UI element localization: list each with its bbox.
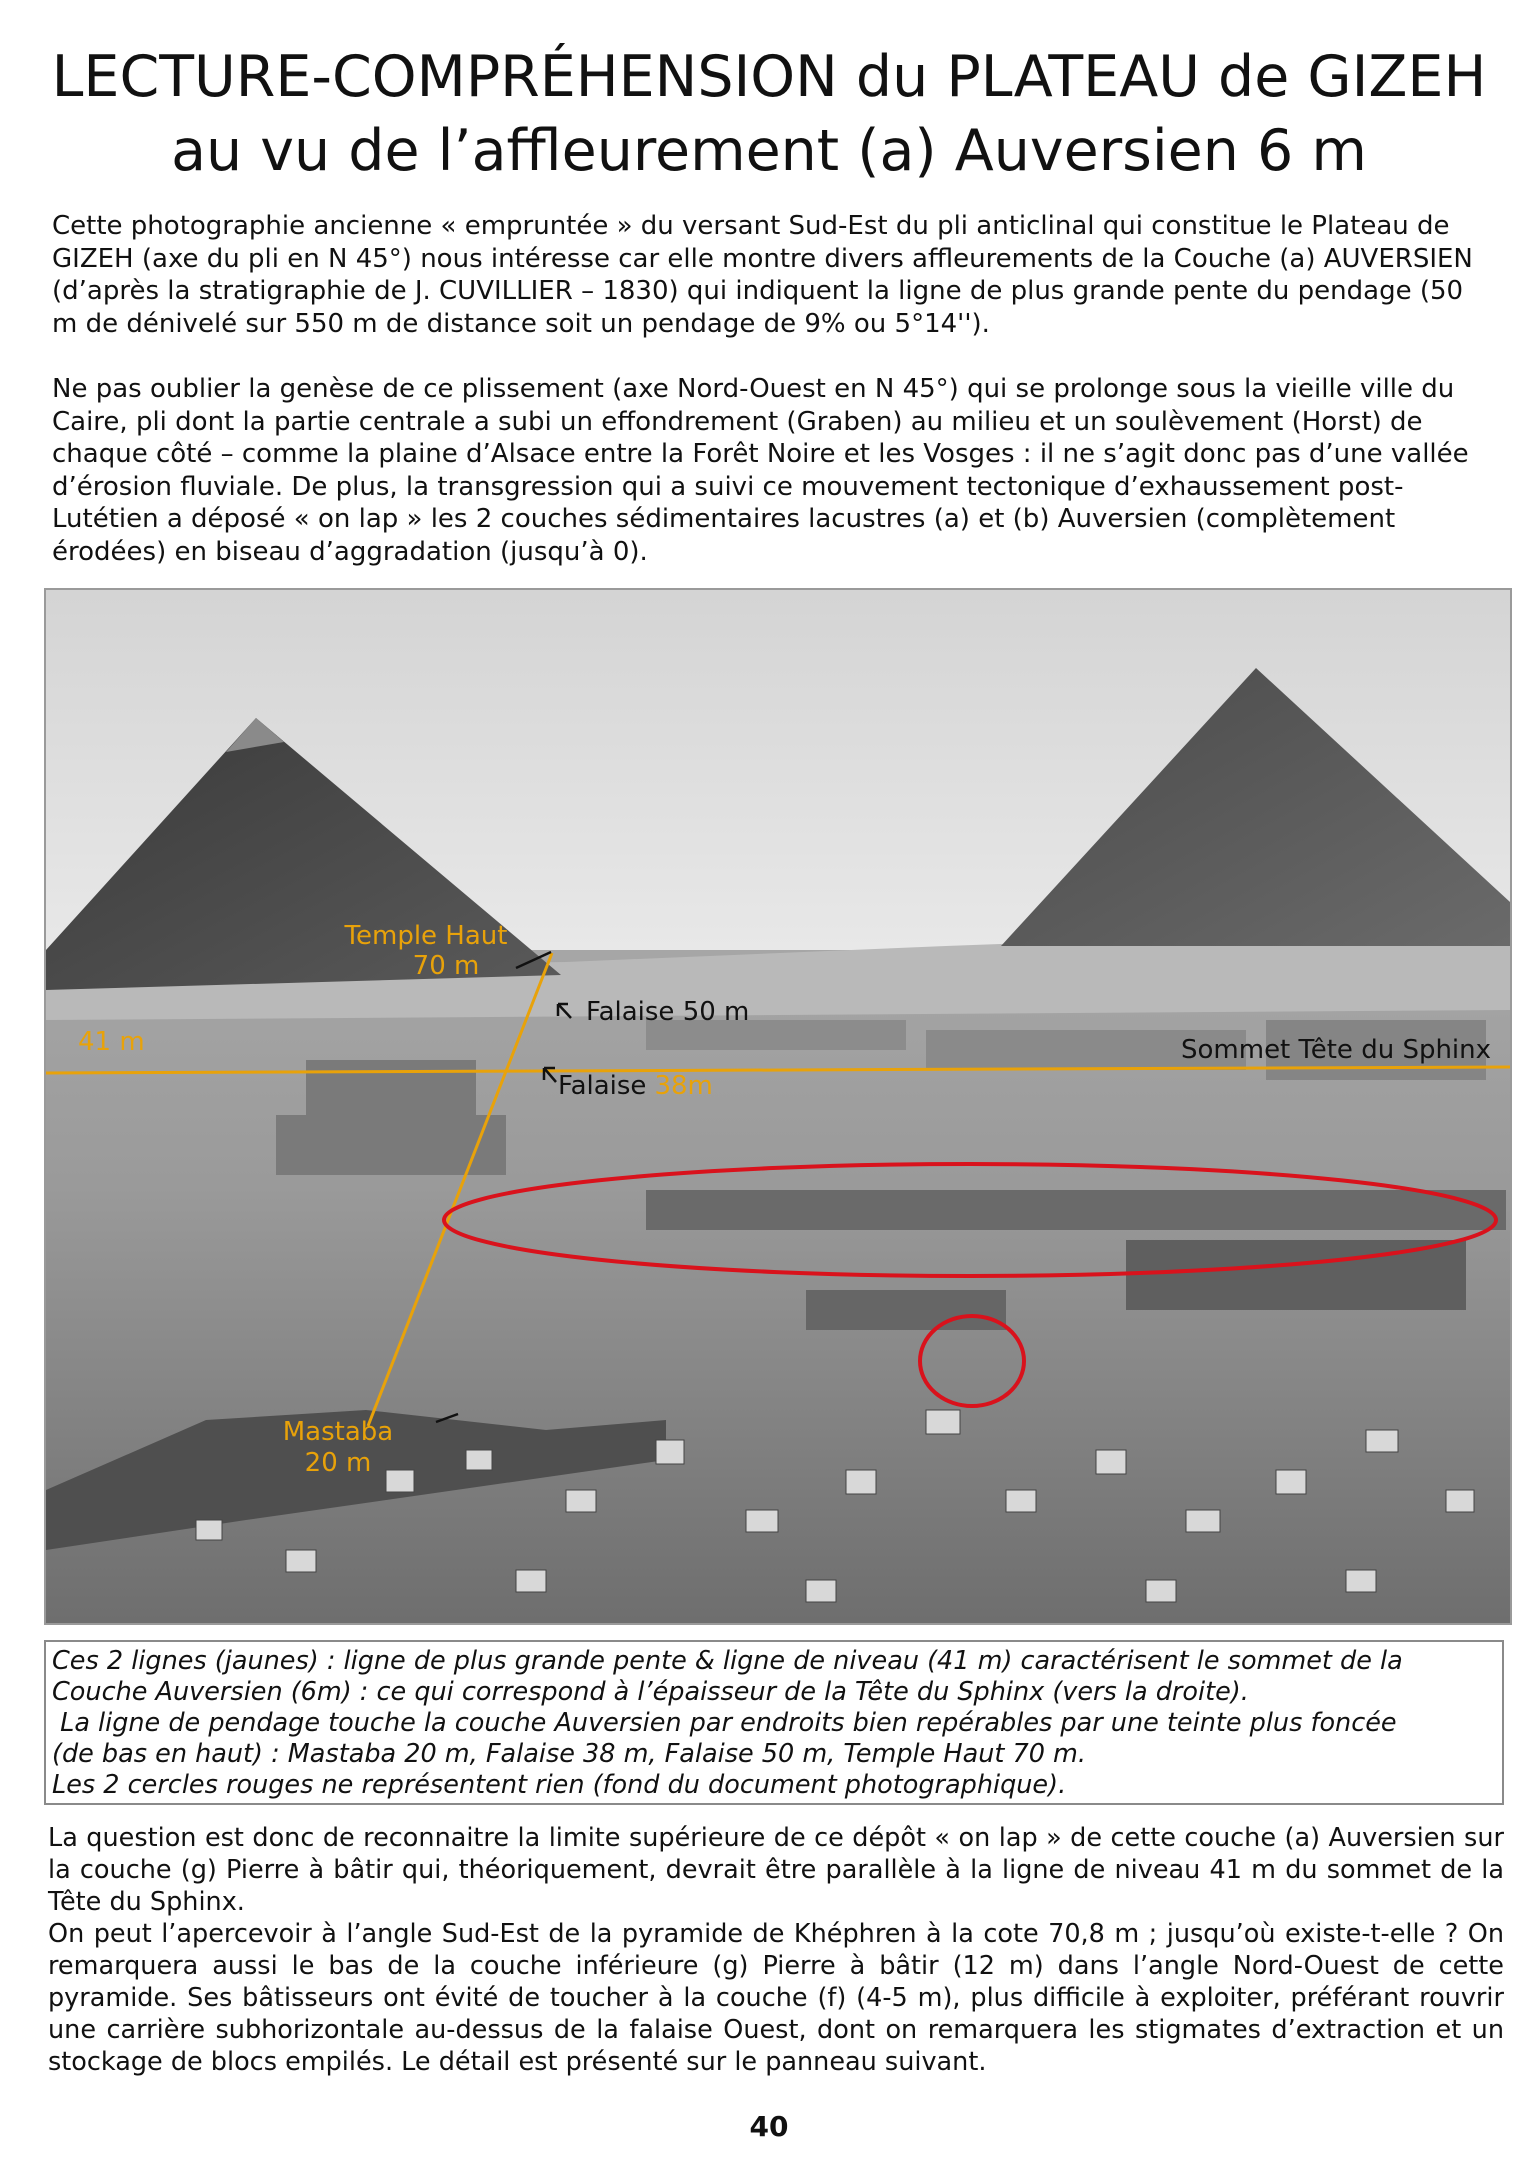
title-line-1: LECTURE-COMPRÉHENSION du PLATEAU de GIZEH [51,44,1487,110]
question-paragraph-1: La question est donc de reconnaitre la limite supérieure de ce dépôt « on lap » de cette couche (a) Auversien sur la couche (g) Pierre à bâtir qui, théoriquement, devrait être parallèle à la ligne de niveau 41 m du sommet de la Tête du Sphinx. [48,1823,1504,1917]
label-temple-haut: Temple Haut [344,921,508,951]
giza-photograph [44,588,1512,1625]
label-falaise-38-word: Falaise [558,1071,647,1101]
intro-paragraph-2: Ne pas oublier la genèse de ce plissement (axe Nord-Ouest en N 45°) qui se prolonge sous la vieille ville du Caire, pli dont la partie centrale a subi un effondrement (Graben) au milieu et un soulèvement (Horst) de chaque côté – comme la plaine d’Alsace entre la Forêt Noire et les Vosges : il ne s’agit donc pas d’une vallée d’érosion fluviale. De plus, la transgression qui a suivi ce mouvement tectonique d’exhaussement post-Lutétien a déposé « on lap » les 2 couches sédimentaires lacustres (a) et (b) Auversien (complètement érodées) en biseau d’aggradation (jusqu’à 0). [52,374,1469,567]
page-title [0,40,1538,188]
label-falaise-38-value: 38m [654,1071,713,1101]
photo-illustration [46,590,1510,1623]
question-paragraph-2: On peut l’apercevoir à l’angle Sud-Est de la pyramide de Khéphren à la cote 70,8 m ; jusqu’où existe-t-elle ? On remarquera aussi le bas de la couche inférieure (g) Pierre à bâtir (12 m) dans l’angle Nord-Ouest de cette pyramide. Ses bâtisseurs ont évité de toucher à la couche (f) (4-5 m), plus difficile à exploiter, préférant rouvrir une carrière subhorizontale au-dessus de la falaise Ouest, dont on remarquera les stigmates d’extraction et un stockage de blocs empilés. Le détail est présenté sur le panneau suivant. [48,1919,1504,2077]
label-mastaba: Mastaba [282,1417,394,1447]
caption-line-5: Les 2 cercles rouges ne représentent rien (fond du document photographique). [52,1770,1067,1800]
title-line-2: au vu de l’affleurement (a) Auversien 6 m [171,118,1367,184]
label-falaise-50: Falaise 50 m [586,997,750,1027]
label-mastaba-alt: 20 m [304,1448,372,1478]
label-sphinx: Sommet Tête du Sphinx [1181,1035,1492,1065]
caption-line-3: La ligne de pendage touche la couche Auversien par endroits bien repérables par une teinte plus foncée [52,1708,1397,1738]
caption-line-1: Ces 2 lignes (jaunes) : ligne de plus grande pente & ligne de niveau (41 m) caractérisent le sommet de la [52,1646,1403,1676]
caption-line-4: (de bas en haut) : Mastaba 20 m, Falaise 38 m, Falaise 50 m, Temple Haut 70 m. [52,1739,1086,1769]
label-falaise-38 [558,1071,713,1101]
caption-line-2: Couche Auversien (6m) : ce qui correspond à l’épaisseur de la Tête du Sphinx (vers la droite). [52,1677,1249,1707]
label-level-41: 41 m [78,1027,145,1057]
photo-caption [44,1640,1504,1805]
intro-paragraph-1: Cette photographie ancienne « empruntée » du versant Sud-Est du pli anticlinal qui constitue le Plateau de GIZEH (axe du pli en N 45°) nous intéresse car elle montre divers affleurements de la Couche (a) AUVERSIEN (d’après la stratigraphie de J. CUVILLIER – 1830) qui indiquent la ligne de plus grande pente du pendage (50 m de dénivelé sur 550 m de distance soit un pendage de 9% ou 5°14''). [52,211,1473,339]
page-number: 40 [749,2110,789,2143]
label-temple-haut-alt: 70 m [412,951,480,981]
question-text [48,1822,1504,2078]
